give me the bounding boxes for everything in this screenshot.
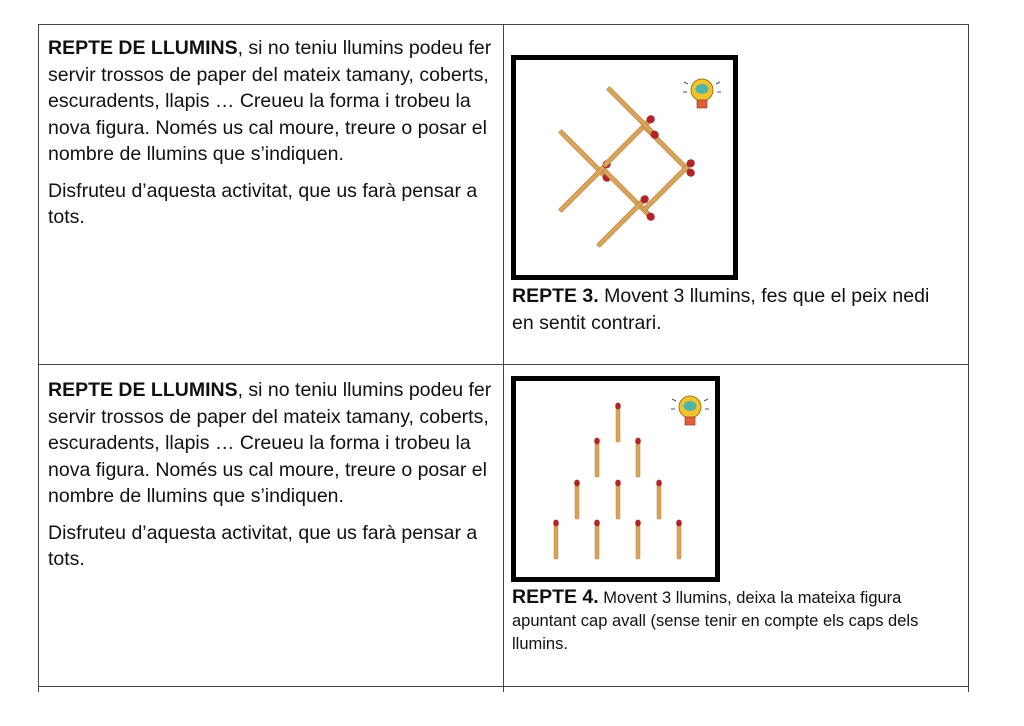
challenge-text: Movent 3 llumins, fes que el peix nedi en sentit contrari. [512, 285, 930, 334]
challenge-title: REPTE 3. [512, 285, 599, 307]
intro-title: REPTE DE LLUMINS [48, 379, 238, 401]
challenge-caption-3 [512, 283, 942, 337]
intro-text-1 [48, 35, 503, 231]
match [557, 128, 612, 183]
match [656, 480, 662, 519]
match [676, 520, 682, 559]
puzzle-frame-fish [511, 55, 738, 280]
match [615, 403, 621, 442]
lightbulb-icon [671, 396, 709, 425]
challenge-text: Movent 3 llumins, deixa la mateixa figura apuntant cap avall (sense tenir en compte els caps dels llumins. [512, 589, 919, 653]
intro-note: Disfruteu d’aquesta activitat, que us farà pensar a tots. [48, 179, 478, 228]
match [635, 438, 641, 477]
match [594, 520, 600, 559]
column-divider [503, 24, 504, 692]
fish-of-matches [516, 60, 733, 275]
table-border-left [38, 24, 39, 692]
match [595, 194, 650, 249]
puzzle-frame-triangle [511, 376, 720, 582]
match [553, 520, 559, 559]
match [574, 480, 580, 519]
match [594, 438, 600, 477]
table-border-right [968, 24, 969, 692]
intro-note: Disfruteu d’aquesta activitat, que us farà pensar a tots. [48, 521, 478, 570]
match [641, 158, 696, 213]
intro-text-2 [48, 377, 503, 573]
intro-paragraph [48, 377, 503, 510]
intro-paragraph [48, 35, 503, 168]
triangle-of-matches [516, 381, 715, 577]
challenge-title: REPTE 4. [512, 586, 599, 608]
match [557, 159, 612, 214]
lightbulb-icon [683, 79, 721, 108]
challenge-caption-4 [512, 586, 942, 656]
match [605, 85, 660, 140]
intro-title: REPTE DE LLUMINS [48, 37, 238, 59]
match [601, 114, 656, 169]
intro-body: , si no teniu llumins podeu fer servir trossos de paper del mateix tamany, coberts, escuradents, llapis … Creueu la forma i trobeu la nova figura. Només us cal moure, treure o posar el nombre de llumins que s’indiquen. [48, 379, 492, 507]
match [615, 480, 621, 519]
match [635, 520, 641, 559]
intro-body: , si no teniu llumins podeu fer servir trossos de paper del mateix tamany, coberts, escuradents, llapis … Creueu la forma i trobeu la nova figura. Només us cal moure, treure o posar el nombre de llumins que s’indiquen. [48, 37, 492, 165]
